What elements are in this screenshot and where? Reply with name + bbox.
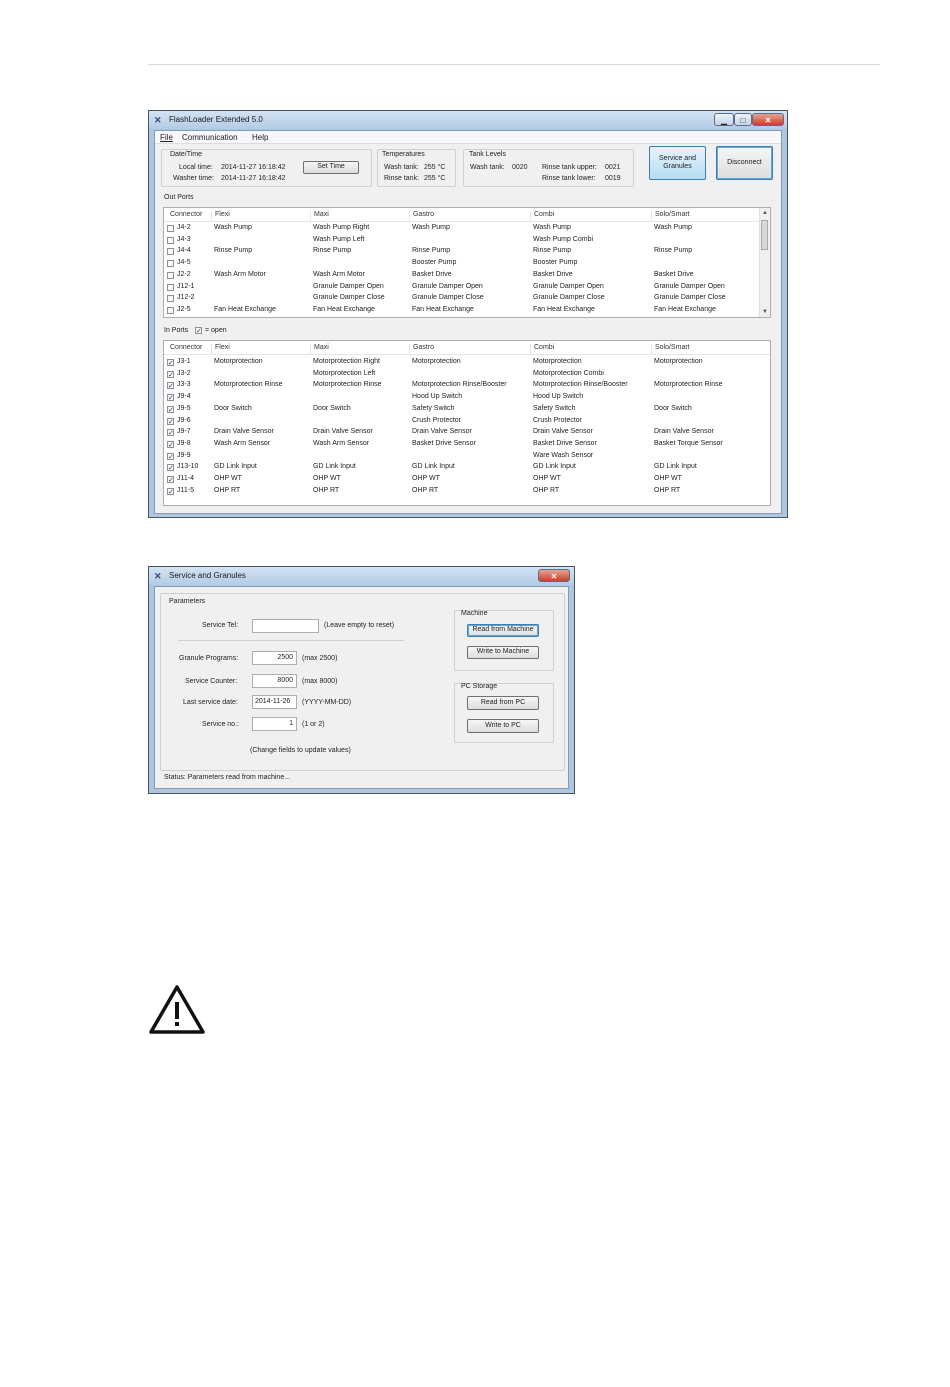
in_ports-connector-cell: J3-2 [177, 369, 191, 377]
out_ports-cell: Booster Pump [412, 259, 457, 267]
washer-time-label: Washer time: [173, 175, 214, 182]
in_ports-row-checkbox[interactable]: ✓ [168, 441, 174, 449]
in_ports-connector-cell: J9-7 [177, 428, 191, 436]
wash-tank-temp-label: Wash tank: [384, 164, 419, 171]
out_ports-cell: Wash Pump Right [313, 224, 370, 231]
out_ports-cell: Granule Damper Close [313, 294, 385, 302]
out_ports-cell: Granule Damper Close [533, 294, 605, 302]
rinse-upper-value: 0021 [605, 164, 621, 171]
in_ports-row-checkbox[interactable]: ✓ [168, 488, 174, 496]
out_ports-connector-cell: J4-5 [177, 259, 191, 267]
in_ports-cell: Motorprotection Rinse/Booster [533, 381, 628, 389]
scroll-up-icon[interactable]: ▲ [762, 210, 768, 216]
in_ports-cell: GD Link Input [412, 463, 455, 471]
out_ports-row-checkbox[interactable] [167, 307, 174, 314]
out_ports-cell: Granule Damper Open [533, 282, 604, 290]
in_ports-row-checkbox[interactable]: ✓ [168, 453, 174, 461]
in_ports-row[interactable] [164, 416, 770, 428]
local-time-value: 2014-11-27 16:18:42 [221, 164, 286, 171]
flashloader-window [148, 110, 788, 518]
in_ports-cell: OHP RT [654, 486, 681, 494]
in_ports-row[interactable] [164, 439, 770, 451]
out_ports-cell: Fan Heat Exchange [533, 305, 595, 313]
out_ports-cell: Fan Heat Exchange [412, 305, 474, 313]
service-counter-hint: (max 8000) [302, 678, 338, 685]
window-title: FlashLoader Extended 5.0 [169, 115, 263, 124]
title-bar[interactable] [149, 111, 787, 129]
in_ports-cell: Door Switch [654, 404, 692, 412]
in_ports-cell: OHP RT [412, 486, 439, 494]
in_ports-cell: Basket Drive Sensor [412, 439, 476, 447]
in_ports-cell: Wash Arm Sensor [214, 439, 271, 447]
out_ports-cell: Granule Damper Open [654, 282, 725, 290]
in_ports-cell: Door Switch [214, 404, 252, 412]
rinse-lower-label: Rinse tank lower: [542, 175, 596, 182]
in_ports-cell: Hood Up Switch [412, 393, 463, 401]
out_ports-cell: Basket Drive [533, 270, 573, 278]
out_ports-cell: Wash Arm Motor [214, 270, 266, 278]
machine-group [454, 610, 554, 671]
menu-communication[interactable]: Communication [182, 133, 238, 142]
in_ports-connector-cell: J3-3 [177, 381, 191, 389]
temperatures-group [377, 149, 456, 187]
out_ports-cell: Rinse Pump [214, 247, 253, 255]
in-ports-legend-text: = open [205, 327, 227, 334]
read-from-pc-button[interactable]: Read from PC [467, 696, 539, 710]
in_ports-cell: GD Link Input [654, 463, 697, 471]
out_ports-cell: Granule Damper Close [654, 294, 726, 302]
service-client-area [154, 586, 569, 789]
scroll-down-icon[interactable]: ▼ [762, 309, 768, 315]
in_ports-cell: OHP WT [313, 475, 341, 482]
in_ports-row-checkbox[interactable]: ✓ [168, 465, 174, 473]
in_ports-cell: Motorprotection Right [313, 358, 380, 365]
out_ports-cell: Rinse Pump [412, 247, 451, 255]
menu-file[interactable]: File [160, 133, 173, 142]
wash-tank-temp-value: 255 °C [424, 164, 446, 171]
write-to-machine-button[interactable]: Write to Machine [467, 646, 539, 659]
last-service-date-label: Last service date: [183, 699, 238, 706]
service-tel-hint: (Leave empty to reset) [324, 622, 395, 629]
out_ports-row[interactable] [164, 258, 770, 270]
close-button[interactable]: ✕ [752, 113, 784, 126]
in_ports-row-checkbox[interactable]: ✓ [168, 371, 174, 379]
out_ports-row[interactable] [164, 293, 770, 305]
in_ports-cell: Door Switch [313, 404, 351, 412]
in_ports-row[interactable] [164, 486, 770, 498]
in_ports-cell: Drain Valve Sensor [654, 428, 714, 436]
in_ports-connector-cell: J13-10 [177, 463, 199, 471]
in_ports-column-header[interactable]: Flexi [211, 344, 230, 354]
out_ports-connector-cell: J12-1 [177, 282, 195, 290]
rinse-tank-temp-label: Rinse tank: [384, 175, 420, 182]
in_ports-cell: Motorprotection Rinse/Booster [412, 381, 507, 389]
washer-time-value: 2014-11-27 16:18:42 [221, 175, 286, 182]
out_ports-row-checkbox[interactable] [167, 260, 174, 267]
out_ports-row[interactable] [164, 235, 770, 247]
in_ports-row[interactable] [164, 392, 770, 404]
write-to-pc-button[interactable]: Write to PC [467, 719, 539, 733]
in_ports-row[interactable] [164, 427, 770, 439]
menu-help[interactable]: Help [252, 133, 269, 142]
in_ports-cell: Drain Valve Sensor [313, 428, 373, 436]
out_ports-connector-cell: J4-4 [177, 247, 191, 255]
menu-bar [155, 131, 781, 144]
in_ports-cell: Crush Protector [533, 416, 583, 424]
out_ports-column-header[interactable]: Combi [530, 211, 554, 221]
out_ports-connector-cell: J4-3 [177, 235, 191, 243]
in_ports-row-checkbox[interactable]: ✓ [168, 383, 174, 391]
out_ports-cell: Wash Pump Combi [533, 235, 594, 243]
service-no-label: Service no.: [202, 721, 239, 728]
parameters-group [160, 593, 565, 771]
in_ports-cell: Motorprotection Combi [533, 369, 604, 377]
out_ports-connector-cell: J12-2 [177, 294, 195, 302]
out_ports-cell: Basket Drive [654, 270, 694, 278]
out_ports-cell: Fan Heat Exchange [313, 305, 375, 313]
service-and-granules-button[interactable]: Service and Granules [649, 146, 706, 180]
out_ports-row-checkbox[interactable] [167, 237, 174, 244]
in_ports-cell: Safety Switch [533, 404, 576, 412]
in_ports-cell: Motorprotection Left [313, 369, 376, 377]
out_ports-row-checkbox[interactable] [167, 284, 174, 291]
temperatures-group-label: Temperatures [382, 151, 425, 158]
pc-storage-group-label: PC Storage [461, 683, 498, 690]
out_ports-connector-cell: J2-5 [177, 305, 191, 313]
out-ports-label: Out Ports [164, 194, 194, 201]
warning-triangle-icon [148, 984, 206, 1036]
app-logo-icon: ✕ [154, 571, 162, 581]
in_ports-column-header[interactable]: Gastro [409, 344, 434, 354]
out_ports-column-header[interactable]: Gastro [409, 211, 434, 221]
in_ports-row[interactable] [164, 451, 770, 463]
in-ports-header [164, 341, 770, 355]
in_ports-cell: Motorprotection Rinse [654, 381, 723, 389]
set-time-button[interactable]: Set Time [303, 161, 359, 174]
in_ports-cell: OHP WT [533, 475, 561, 482]
tank-levels-group [463, 149, 634, 187]
in_ports-connector-cell: J11-4 [177, 475, 194, 482]
out_ports-cell: Booster Pump [533, 259, 578, 267]
out_ports-cell: Wash Pump [214, 224, 252, 231]
page-rule [148, 64, 880, 65]
in_ports-cell: Basket Drive Sensor [533, 439, 597, 447]
out-ports-list[interactable] [163, 207, 771, 318]
out_ports-cell: Rinse Pump [533, 247, 572, 255]
service-counter-label: Service Counter: [185, 678, 238, 685]
last-service-date-hint: (YYYY-MM-DD) [302, 699, 352, 706]
in_ports-cell: Drain Valve Sensor [533, 428, 593, 436]
out_ports-column-header[interactable]: Solo/Smart [651, 211, 690, 221]
in_ports-cell: OHP RT [313, 486, 340, 494]
in_ports-row-checkbox[interactable]: ✓ [168, 406, 174, 414]
in_ports-row[interactable] [164, 380, 770, 392]
granule-programs-input[interactable]: 2500 [252, 651, 297, 665]
in_ports-column-header[interactable]: Solo/Smart [651, 344, 690, 354]
service-title-bar[interactable] [149, 567, 574, 585]
in_ports-cell: Drain Valve Sensor [214, 428, 274, 436]
in-ports-list[interactable] [163, 340, 771, 506]
out_ports-cell: Rinse Pump [654, 247, 693, 255]
last-service-date-input[interactable]: 2014-11-26 [252, 695, 297, 709]
out_ports-column-header[interactable]: Maxi [310, 211, 329, 221]
in_ports-row[interactable] [164, 369, 770, 381]
in_ports-cell: Safety Switch [412, 404, 455, 412]
out_ports-row[interactable] [164, 282, 770, 294]
in_ports-row-checkbox[interactable]: ✓ [168, 418, 174, 426]
in_ports-row-checkbox[interactable]: ✓ [168, 395, 174, 403]
in_ports-connector-cell: J11-5 [177, 486, 194, 494]
service-counter-input[interactable]: 8000 [252, 674, 297, 688]
out_ports-cell: Wash Pump [654, 224, 692, 231]
in_ports-cell: Motorprotection Rinse [313, 381, 382, 389]
in-ports-legend-checkbox: ✓ [196, 328, 202, 335]
out-ports-header [164, 208, 770, 222]
in_ports-row[interactable] [164, 462, 770, 474]
in_ports-row[interactable] [164, 474, 770, 486]
out_ports-row-checkbox[interactable] [167, 248, 174, 255]
out_ports-cell: Fan Heat Exchange [214, 305, 276, 313]
app-logo-icon: ✕ [154, 115, 162, 125]
in_ports-cell: Crush Protector [412, 416, 462, 424]
in_ports-row-checkbox[interactable]: ✓ [168, 360, 174, 367]
in_ports-column-header[interactable]: Maxi [310, 344, 329, 354]
wash-tank-level-value: 0020 [512, 164, 528, 171]
in_ports-cell: GD Link Input [214, 463, 257, 471]
in_ports-row[interactable] [164, 357, 770, 369]
in_ports-cell: OHP WT [654, 475, 682, 482]
in_ports-cell: Drain Valve Sensor [412, 428, 472, 436]
maximize-button[interactable]: □ [734, 113, 752, 126]
out_ports-row[interactable] [164, 246, 770, 258]
in_ports-cell: GD Link Input [533, 463, 576, 471]
out_ports-cell: Wash Pump Left [313, 235, 365, 243]
in_ports-cell: Ware Wash Sensor [533, 451, 594, 459]
granule-programs-hint: (max 2500) [302, 655, 338, 662]
datetime-group-label: Date/Time [170, 151, 203, 158]
in_ports-column-header[interactable]: Combi [530, 344, 554, 354]
in_ports-connector-cell: J9-5 [177, 404, 191, 412]
main-client-area [154, 130, 782, 514]
in_ports-cell: Hood Up Switch [533, 393, 584, 401]
in_ports-connector-cell: J9-4 [177, 393, 191, 401]
in_ports-cell: Motorprotection [412, 358, 461, 365]
in_ports-cell: Motorprotection Rinse [214, 381, 283, 389]
rinse-tank-temp-value: 255 °C [424, 175, 446, 182]
local-time-label: Local time: [179, 164, 213, 171]
out-ports-scrollbar[interactable] [759, 208, 770, 317]
granule-programs-label: Granule Programs: [179, 655, 239, 662]
in_ports-cell: OHP RT [533, 486, 560, 494]
in_ports-cell: OHP WT [214, 475, 242, 482]
out_ports-row-checkbox[interactable] [167, 272, 174, 279]
out_ports-row[interactable] [164, 305, 770, 317]
out_ports-cell: Wash Pump [533, 224, 571, 231]
minimize-button[interactable]: ▁ [714, 113, 734, 126]
out_ports-row-checkbox[interactable] [167, 225, 174, 232]
out_ports-cell: Rinse Pump [313, 247, 352, 255]
status-text: Status: Parameters read from machine... [164, 774, 291, 781]
out_ports-row[interactable] [164, 270, 770, 282]
in_ports-cell: Motorprotection [533, 358, 582, 365]
read-from-machine-button[interactable]: Read from Machine [467, 624, 539, 637]
tank-levels-group-label: Tank Levels [469, 151, 506, 158]
in_ports-row[interactable] [164, 404, 770, 416]
out_ports-column-header[interactable]: Flexi [211, 211, 230, 221]
rinse-lower-value: 0019 [605, 175, 621, 182]
service-close-button[interactable]: ✕ [538, 569, 570, 582]
out_ports-cell: Wash Pump [412, 224, 450, 231]
out_ports-cell: Granule Damper Open [313, 282, 384, 290]
in_ports-connector-cell: J9-8 [177, 439, 191, 447]
disconnect-button[interactable]: Disconnect [716, 146, 773, 180]
machine-group-label: Machine [461, 610, 488, 617]
out_ports-row-checkbox[interactable] [167, 295, 174, 302]
in-ports-label: In Ports [164, 327, 189, 334]
parameters-label: Parameters [169, 598, 206, 605]
in_ports-connector-cell: J9-6 [177, 416, 191, 424]
in_ports-cell: Motorprotection [654, 358, 703, 365]
out_ports-connector-cell: J2-2 [177, 270, 191, 278]
scroll-thumb[interactable] [761, 220, 768, 250]
in_ports-row-checkbox[interactable]: ✓ [168, 477, 174, 484]
out_ports-cell: Granule Damper Close [412, 294, 484, 302]
service-window-title: Service and Granules [169, 571, 246, 580]
service-no-hint: (1 or 2) [302, 721, 325, 728]
datetime-group [161, 149, 372, 187]
out_ports-cell: Wash Arm Motor [313, 270, 365, 278]
out_ports-connector-cell: J4-2 [177, 224, 191, 231]
out_ports-cell: Fan Heat Exchange [654, 305, 716, 313]
in_ports-cell: OHP WT [412, 475, 440, 482]
in_ports-cell: GD Link Input [313, 463, 356, 471]
in_ports-cell: Basket Torque Sensor [654, 439, 723, 447]
in_ports-connector-cell: J9-9 [177, 451, 191, 459]
service-tel-label: Service Tel: [202, 622, 239, 629]
service-no-input[interactable]: 1 [252, 717, 297, 731]
in_ports-row-checkbox[interactable]: ✓ [168, 430, 174, 438]
out_ports-cell: Basket Drive [412, 270, 452, 278]
in_ports-cell: OHP RT [214, 486, 241, 494]
service-tel-input[interactable] [252, 619, 319, 633]
out_ports-cell: Granule Damper Open [412, 282, 483, 290]
in_ports-column-header[interactable]: Connector [170, 344, 203, 351]
in_ports-cell: Wash Arm Sensor [313, 439, 370, 447]
out_ports-column-header[interactable]: Connector [170, 211, 203, 218]
change-fields-note: (Change fields to update values) [250, 747, 351, 754]
rinse-upper-label: Rinse tank upper: [542, 164, 597, 171]
pc-storage-group [454, 683, 554, 743]
in_ports-connector-cell: J3-1 [177, 358, 191, 365]
in_ports-cell: Motorprotection [214, 358, 263, 365]
service-granules-window [148, 566, 575, 794]
out_ports-row[interactable] [164, 223, 770, 235]
wash-tank-level-label: Wash tank: [470, 164, 505, 171]
parameters-separator [178, 640, 404, 641]
